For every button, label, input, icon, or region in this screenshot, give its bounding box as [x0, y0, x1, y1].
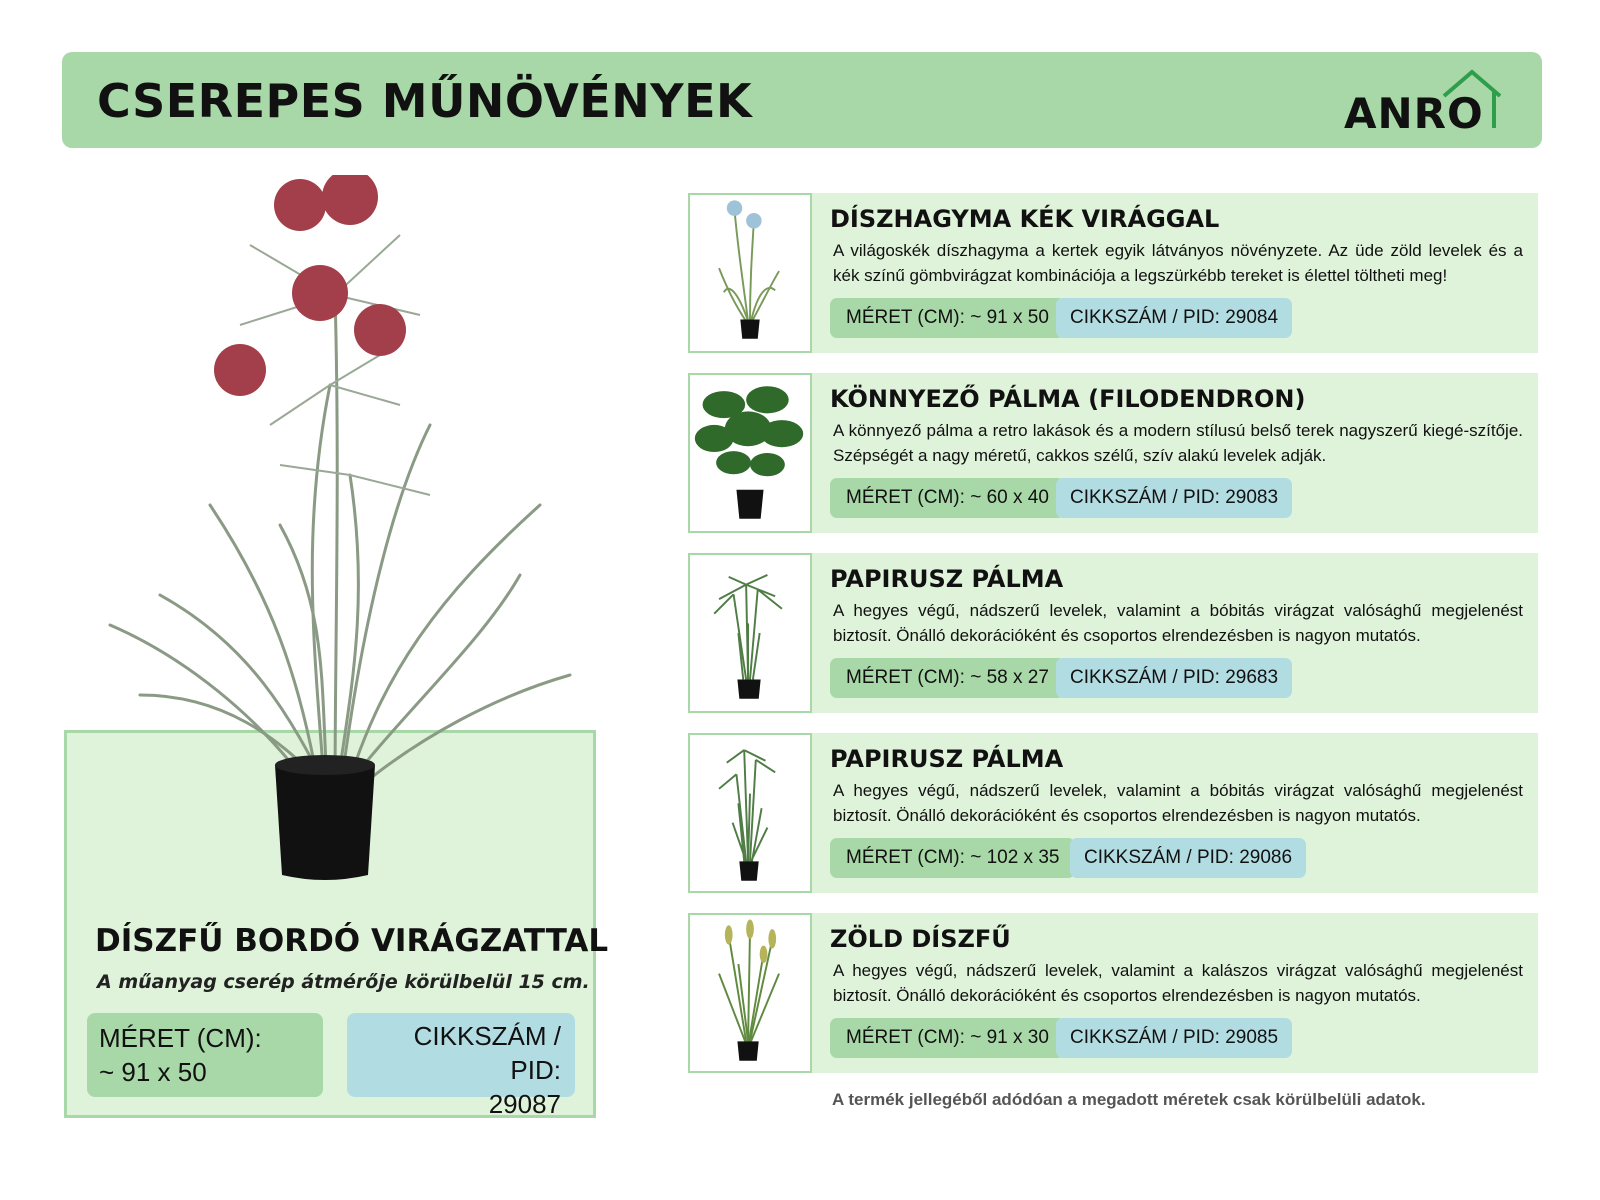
featured-pid-label: CIKKSZÁM / PID: — [413, 1021, 561, 1085]
product-card — [688, 193, 1538, 353]
featured-pid-value: 29087 — [488, 1089, 561, 1119]
featured-product-name: DÍSZFŰ BORDÓ VIRÁGZATTAL — [95, 923, 609, 959]
allium-plant-image — [690, 195, 810, 351]
product-thumbnail — [688, 553, 812, 713]
featured-size-value: ~ 91 x 50 — [99, 1057, 207, 1087]
product-name: ZÖLD DÍSZFŰ — [830, 925, 1011, 953]
product-name: DÍSZHAGYMA KÉK VIRÁGGAL — [830, 205, 1220, 233]
footnote: A termék jellegéből adódóan a megadott méretek csak körülbelüli adatok. — [832, 1090, 1426, 1109]
product-size-badge: MÉRET (CM): ~ 91 x 30 — [830, 1018, 1065, 1058]
featured-size-label: MÉRET (CM): — [99, 1023, 262, 1053]
product-pid-badge: CIKKSZÁM / PID: 29683 — [1056, 658, 1292, 698]
anro-logo — [1344, 66, 1514, 138]
product-size-badge: MÉRET (CM): ~ 102 x 35 — [830, 838, 1075, 878]
logo-text: ANRO — [1344, 89, 1484, 138]
product-size-badge: MÉRET (CM): ~ 60 x 40 — [830, 478, 1065, 518]
green-grass-plant-image — [690, 915, 810, 1071]
featured-product-note: A műanyag cserép átmérője körülbelül 15 cm. — [97, 971, 590, 993]
papyrus-plant-image — [690, 555, 810, 711]
product-description: A hegyes végű, nádszerű levelek, valamint a kalászos virágzat valósághű megjelenést biztosít. Önálló dekorációként és csoportos elrendezésben is nagyon mutatós. — [833, 961, 1523, 1005]
product-pid-badge: CIKKSZÁM / PID: 29085 — [1056, 1018, 1292, 1058]
product-thumbnail — [688, 913, 812, 1073]
product-card — [688, 913, 1538, 1073]
product-thumbnail — [688, 373, 812, 533]
product-size-badge: MÉRET (CM): ~ 91 x 50 — [830, 298, 1065, 338]
featured-size-badge — [87, 1013, 323, 1097]
product-name: KÖNNYEZŐ PÁLMA (FILODENDRON) — [830, 385, 1306, 413]
papyrus-tall-plant-image — [690, 735, 810, 891]
product-name: PAPIRUSZ PÁLMA — [830, 565, 1064, 593]
product-card — [688, 553, 1538, 713]
product-description: A hegyes végű, nádszerű levelek, valamint a bóbitás virágzat valósághű megjelenést biztosít. Önálló dekorációként és csoportos elrendezésben is nagyon mutatós. — [833, 601, 1523, 645]
product-card — [688, 733, 1538, 893]
product-pid-badge: CIKKSZÁM / PID: 29086 — [1070, 838, 1306, 878]
featured-pid-badge — [347, 1013, 575, 1119]
product-pid-badge: CIKKSZÁM / PID: 29084 — [1056, 298, 1292, 338]
product-description: A világoskék díszhagyma a kertek egyik látványos növényzete. Az üde zöld levelek és a kék színű gömbvirágzat kombinációja a legszürkébb tereket is élettel töltheti meg! — [833, 241, 1523, 285]
product-size-badge: MÉRET (CM): ~ 58 x 27 — [830, 658, 1065, 698]
product-thumbnail — [688, 733, 812, 893]
page-title: CSEREPES MŰNÖVÉNYEK — [97, 74, 753, 128]
monstera-plant-image — [690, 375, 810, 531]
product-description: A könnyező pálma a retro lakások és a modern stílusú belső terek nagyszerű kiegé-szítője. Szépségét a nagy méretű, cakkos szélű, szív alakú levelek adják. — [833, 421, 1523, 465]
featured-plant-pot — [270, 735, 380, 885]
header-banner — [62, 52, 1542, 148]
product-thumbnail — [688, 193, 812, 353]
product-name: PAPIRUSZ PÁLMA — [830, 745, 1064, 773]
product-pid-badge: CIKKSZÁM / PID: 29083 — [1056, 478, 1292, 518]
product-list — [688, 193, 1538, 1093]
product-description: A hegyes végű, nádszerű levelek, valamint a bóbitás virágzat valósághű megjelenést biztosít. Önálló dekorációként és csoportos elrendezésben is nagyon mutatós. — [833, 781, 1523, 825]
product-card — [688, 373, 1538, 533]
